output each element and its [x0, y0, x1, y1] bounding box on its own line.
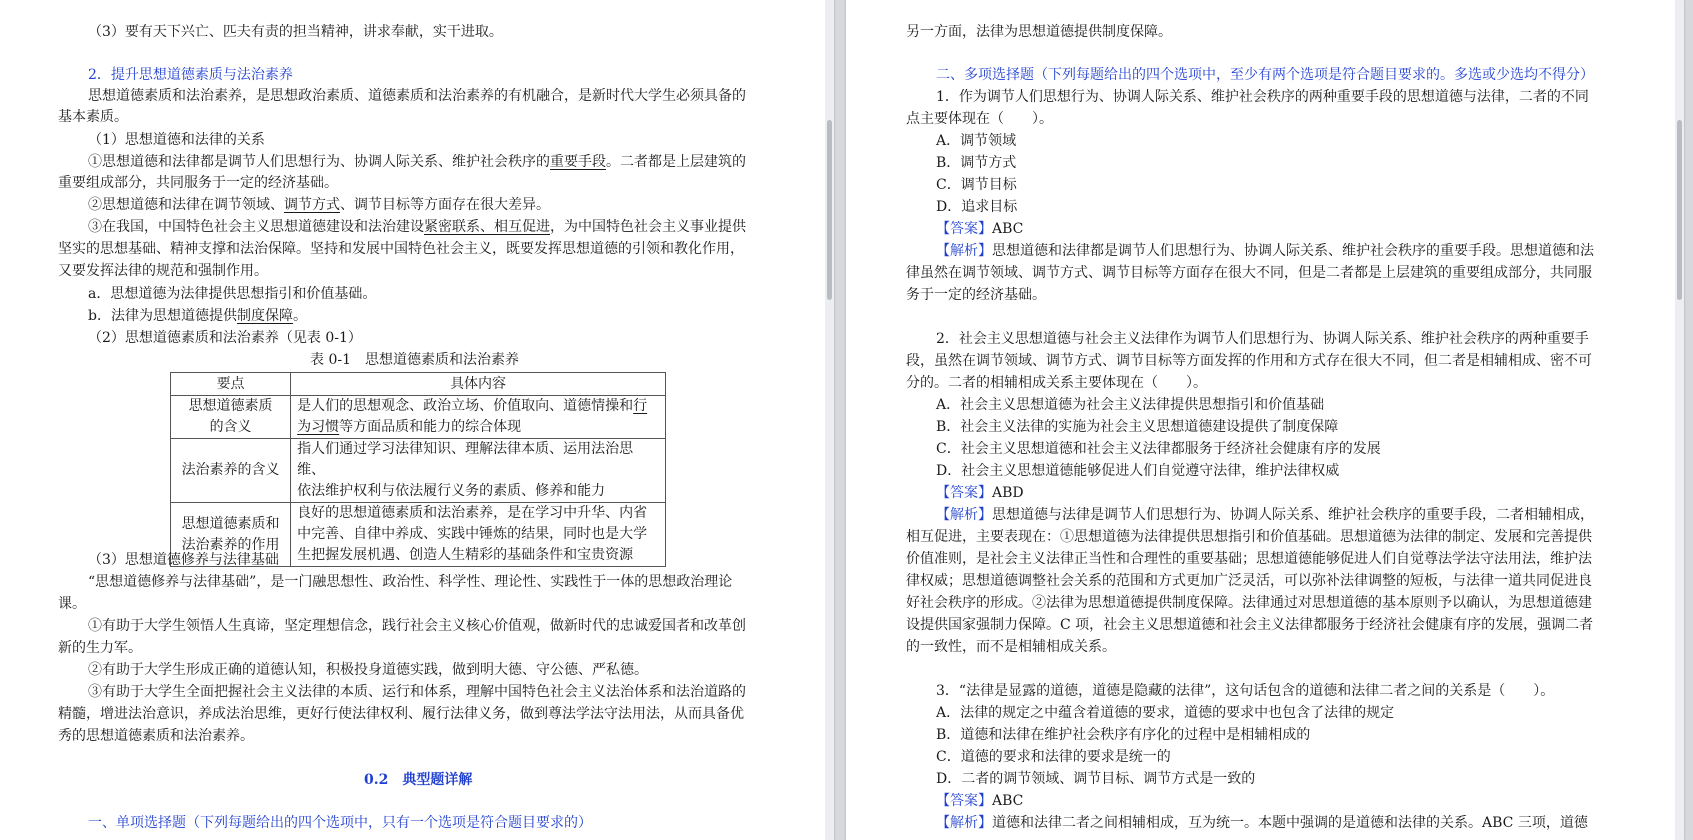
text-line: [88, 217, 746, 237]
text: 等方面品质和能力的综合体现: [339, 419, 522, 435]
text-line: 另一方面，法律为思想道德提供制度保障。: [906, 24, 1172, 40]
table-row: [171, 439, 666, 503]
text-line: 又要发挥法律的规范和强制作用。: [58, 263, 268, 279]
text-line: 基本素质。: [58, 109, 128, 125]
text-line: 精髓，增进法治意识，养成法治思维，更好行使法律权利、履行法律义务，做到尊法学法守法用法，从而具备优: [58, 706, 744, 722]
text: 。: [292, 308, 307, 324]
option: B．调节方式: [936, 155, 1017, 171]
analysis-tag: 【解析】: [936, 243, 992, 259]
text-line: 课。: [58, 596, 86, 612]
option: A．法律的规定之中蕴含着道德的要求，道德的要求中也包含了法律的规定: [936, 705, 1395, 721]
right-page-content: [846, 0, 1684, 840]
analysis-tag: 【解析】: [936, 815, 992, 831]
text-line: 秀的思想道德素质和法治素养。: [58, 728, 254, 744]
section-heading: 一、单项选择题（下列每题给出的四个选项中，只有一个选项是符合题目要求的）: [88, 815, 592, 831]
text-line: （3）要有天下兴亡、匹夫有责的担当精神，讲求奉献，实干进取。: [88, 24, 503, 40]
table-cell: [291, 503, 666, 567]
option: B．社会主义法律的实施为社会主义思想道德建设提供了制度保障: [936, 419, 1339, 435]
scrollbar-thumb[interactable]: [1677, 120, 1682, 300]
analysis-line: 价值准则，是社会主义法律正当性和合理性的重要基础；思想道德能够促进人们自觉尊法学法守法用法，维护法: [906, 551, 1592, 567]
text: ①思想道德和法律都是调节人们思想行为、协调人际关系、维护社会秩序的: [88, 154, 550, 170]
subheading: （2）思想道德素质和法治素养（见表 0-1）: [88, 330, 362, 346]
question-line: 2．社会主义思想道德与社会主义法律作为调节人们思想行为、协调人际关系、维护社会秩序的两种重要手: [936, 331, 1589, 347]
left-page-content: [0, 0, 834, 840]
cell-line: 法治素养的作用: [181, 536, 280, 553]
option: C．道德的要求和法律的要求是统一的: [936, 749, 1171, 765]
cell-line: 良好的思想道德素质和法治素养，是在学习中升华、内省: [297, 505, 648, 521]
table-cell: [291, 439, 666, 503]
analysis-tag: 【解析】: [936, 507, 992, 523]
text-line: ③有助于大学生全面把握社会主义法律的本质、运行和体系，理解中国特色社会主义法治体系和法治道路的: [88, 684, 746, 700]
option: B．道德和法律在维护社会秩序有序化的过程中是相辅相成的: [936, 727, 1311, 743]
text: b．法律为思想道德提供: [88, 308, 237, 324]
cell-line: 中完善、自律中养成、实践中锤炼的结果，同时也是大学: [297, 526, 648, 542]
text: 是人们的思想观念、政治立场、价值取向、道德情操和: [297, 398, 634, 414]
cell-line: 指人们通过学习法律知识、理解法律本质、运用法治思维、: [297, 441, 634, 478]
right-page-scrollbar[interactable]: [1675, 0, 1684, 840]
analysis-line: 相互促进，主要表现在：①思想道德为法律提供思想指引和价值基础。思想道德为法律的制定、发展和完善提供: [906, 529, 1592, 545]
cell-line: 思想道德素质和: [181, 515, 280, 532]
analysis-line: [936, 505, 1594, 525]
cell-line: 生把握发展机遇、创造人生精彩的基础条件和宝贵资源: [297, 547, 634, 563]
answer-line: [936, 483, 1024, 503]
subheading: （1）思想道德和法律的关系: [88, 132, 265, 148]
underlined-term: 制度保障: [236, 308, 293, 324]
analysis-line: [936, 813, 1588, 833]
text-line: ②有助于大学生形成正确的道德认知，积极投身道德实践，做到明大德、守公德、严私德。: [88, 662, 648, 678]
table-header-cell: 具体内容: [291, 373, 666, 396]
option: D．社会主义思想道德能够促进人们自觉遵守法律，维护法律权威: [936, 463, 1340, 479]
option: D．二者的调节领域、调节目标、调节方式是一致的: [936, 771, 1256, 787]
analysis-line: 律虽然在调节领域、调节方式、调节目标等方面存在很大不同，但是二者都是上层建筑的重要组成部分，共同服: [906, 265, 1592, 281]
cell-line: 思想道德素质: [188, 398, 273, 414]
table-cell: [291, 396, 666, 439]
cell-line: [297, 417, 659, 438]
answer-tag: 【答案】: [936, 221, 992, 237]
table-cell: [171, 396, 291, 439]
analysis-line: 好社会秩序的形成。②法律为思想道德提供制度保障。法律通过对思想道德的基本原则予以确认，为思想道德建: [906, 595, 1592, 611]
answer-tag: 【答案】: [936, 485, 992, 501]
section-heading: 二、多项选择题（下列每题给出的四个选项中，至少有两个选项是符合题目要求的。多选或少选均不得分）: [936, 67, 1594, 83]
cell-line: 的含义: [209, 419, 252, 435]
text-line: [88, 195, 550, 215]
section-heading: 2．提升思想道德素质与法治素养: [88, 67, 293, 83]
cell-line: [297, 396, 659, 417]
text: 、调节目标等方面存在很大差异。: [340, 197, 550, 213]
text-line: 新的生力军。: [58, 640, 142, 656]
question-line: 1．作为调节人们思想行为、协调人际关系、维护社会秩序的两种重要手段的思想道德与法律，二者的不同: [936, 89, 1589, 105]
analysis-line: 务于一定的经济基础。: [906, 287, 1046, 303]
answer-value: ABC: [992, 221, 1024, 237]
table-caption: 表 0-1 思想道德素质和法治素养: [310, 352, 519, 368]
option: C．调节目标: [936, 177, 1017, 193]
underlined-term: 调节方式: [284, 197, 340, 213]
text: ②思想道德和法律在调节领域、: [88, 197, 284, 213]
underlined-term: 为习惯: [297, 419, 340, 435]
text: ，为中国特色社会主义事业提供: [550, 219, 746, 235]
table-row: [171, 396, 666, 439]
underlined-term: 行: [633, 398, 648, 414]
cell-line: 依法维护权利与依法履行义务的素质、修养和能力: [297, 483, 606, 499]
text: 思想道德和法律都是调节人们思想行为、协调人际关系、维护社会秩序的重要手段。思想道德和法: [992, 243, 1594, 259]
underlined-term: 紧密联系、相互促进: [424, 219, 550, 235]
table-cell: 法治素养的含义: [171, 439, 291, 503]
analysis-line: [936, 241, 1594, 261]
left-page: [0, 0, 834, 840]
right-page: [846, 0, 1684, 840]
question-line: 段，虽然在调节领域、调节方式、调节目标等方面发挥的作用和方式存在很大不同，但二者是相辅相成、密不可: [906, 353, 1592, 369]
answer-value: ABD: [992, 485, 1024, 501]
underlined-term: 重要手段: [550, 154, 606, 170]
analysis-line: 的一致性，而不是相辅相成关系。: [906, 639, 1116, 655]
text: 思想道德与法律是调节人们思想行为、协调人际关系、维护社会秩序的重要手段，二者相辅相成，: [992, 507, 1594, 523]
answer-line: [936, 791, 1023, 811]
question-line: 分的。二者的相辅相成关系主要体现在（ ）。: [906, 375, 1207, 391]
text-line: a．思想道德为法律提供思想指引和价值基础。: [88, 286, 377, 302]
subheading: （3）思想道德修养与法律基础: [88, 552, 279, 568]
answer-line: [936, 219, 1023, 239]
text: 。二者都是上层建筑的: [606, 154, 746, 170]
answer-tag: 【答案】: [936, 793, 992, 809]
table-header-cell: 要点: [171, 373, 291, 396]
answer-value: ABC: [992, 793, 1024, 809]
analysis-line: 设提供国家强制力保障。C 项，社会主义思想道德和社会主义法律都服务于经济社会健康有序的发展，强调二者: [906, 617, 1594, 633]
text-line: [88, 306, 307, 326]
text-line: 思想道德素质和法治素养，是思想政治素质、道德素质和法治素养的有机融合，是新时代大学生必须具备的: [88, 88, 746, 104]
text: 道德和法律二者之间相辅相成，互为统一。本题中强调的是道德和法律的关系。ABC 三项，道德: [992, 815, 1588, 831]
question-line: 点主要体现在（ ）。: [906, 111, 1053, 127]
quality-table: [170, 372, 666, 567]
table-header-row: [171, 373, 666, 396]
text-line: 坚实的思想基础、精神支撑和法治保障。坚持和发展中国特色社会主义，既要发挥思想道德的引领和教化作用，: [58, 241, 744, 257]
section-title: 0.2 典型题详解: [364, 772, 473, 788]
option: D．追求目标: [936, 199, 1018, 215]
analysis-line: 律权威；思想道德调整社会关系的范围和方式更加广泛灵活，可以弥补法律调整的短板，与法律一道共同促进良: [906, 573, 1592, 589]
option: C．社会主义思想道德和社会主义法律都服务于经济社会健康有序的发展: [936, 441, 1381, 457]
text-line: 重要组成部分，共同服务于一定的经济基础。: [58, 175, 338, 191]
text-line: ①有助于大学生领悟人生真谛，坚定理想信念，践行社会主义核心价值观，做新时代的忠诚爱国者和改革创: [88, 618, 746, 634]
text-line: “思想道德修养与法律基础”，是一门融思想性、政治性、科学性、理论性、实践性于一体的思想政治理论: [88, 574, 733, 590]
text: ③在我国，中国特色社会主义思想道德建设和法治建设: [88, 219, 424, 235]
text-line: [88, 152, 746, 172]
left-page-scrollbar[interactable]: [825, 0, 834, 840]
option: A．调节领域: [936, 133, 1017, 149]
scrollbar-thumb[interactable]: [827, 120, 832, 300]
question-line: 3．“法律是显露的道德，道德是隐藏的法律”，这句话包含的道德和法律二者之间的关系是（ ）。: [936, 683, 1555, 699]
option: A．社会主义思想道德为社会主义法律提供思想指引和价值基础: [936, 397, 1325, 413]
